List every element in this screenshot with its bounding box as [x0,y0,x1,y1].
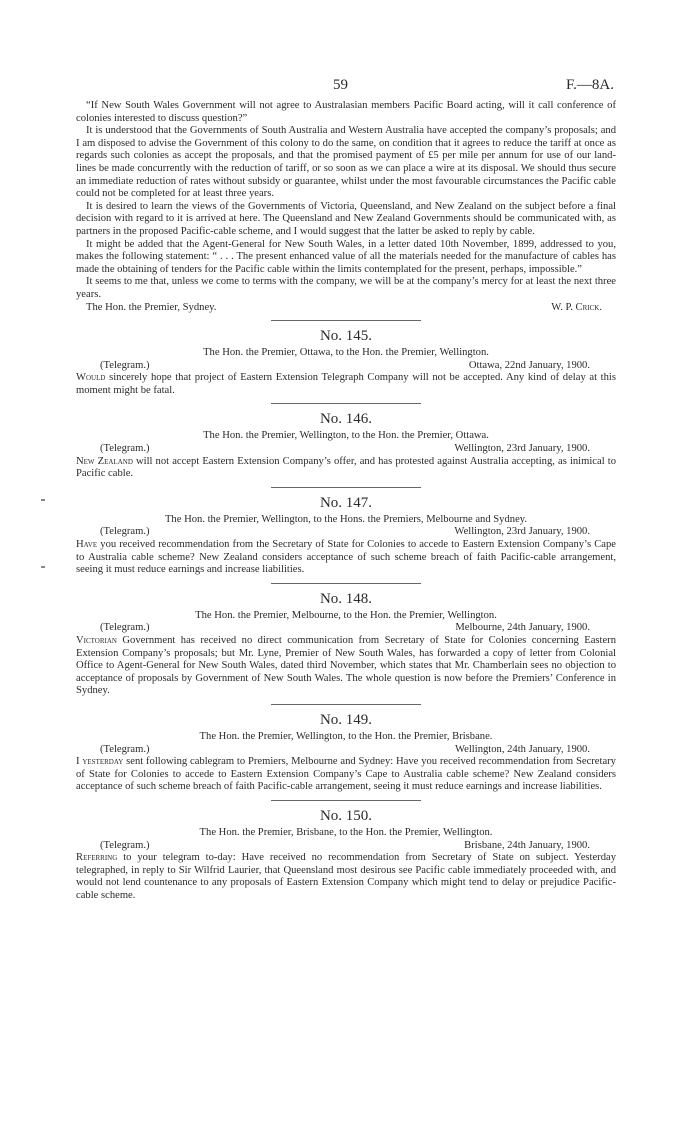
item-number: No. 150. [319,807,373,824]
telegram-body [76,539,616,577]
telegram-meta [76,744,616,757]
telegram-meta [76,360,616,373]
telegram-route: The Hon. the Premier, Wellington, to the Hon. the Premier, Brisbane. [199,730,493,742]
telegram-place-date: Wellington, 23rd January, 1900. [454,526,590,538]
section-divider [271,704,421,705]
intro-paragraph: It might be added that the Agent-General for New South Wales, in a letter dated 10th November, 1899, addressed to you, makes the following statement: “ . . . The present enhanced value of all the materials needed for the manufacture of cables has made the obtaining of tenders for the Pacific cable within the limits contemplated for the present, perhaps, impossible.” [76,238,616,275]
intro-paragraph: It is desired to learn the views of the Governments of Victoria, Queensland, and New Zealand on the subject before a final decision with regard to it is arrived at here. The Queensland and New Zealand Governments should be communicated with, as partners in the proposed Pacific-cable scheme, and I would suggest that the latter be asked to reply by cable. [76,200,616,237]
telegram-route: The Hon. the Premier, Melbourne, to the Hon. the Premier, Wellington. [195,609,497,621]
telegram-place-date: Melbourne, 24th January, 1900. [455,622,590,634]
item-number: No. 145. [319,328,373,345]
telegram-place-date: Brisbane, 24th January, 1900. [464,839,590,851]
telegram-147 [76,494,616,577]
telegram-body [76,852,616,902]
telegram-text: will not accept Eastern Extension Company’s offer, and has protested against Australia accepting, as inimical to Pacific cable. [76,455,616,480]
telegram-149 [76,711,616,794]
telegram-route: The Hon. the Premier, Wellington, to the Hon. the Premier, Ottawa. [203,430,489,442]
telegram-place-date: Ottawa, 22nd January, 1900. [468,359,590,371]
telegram-text: sent following cablegram to Premiers, Melbourne and Sydney: Have you received recommendation from Secretary of State for Colonies to accede to Eastern Extension Company’s Cape to Australia cable scheme? New Zealand considers acceptance of such scheme breach of faith Pacific-cable arrangement, seeing it must reduce earnings and increase liabilities. [76,756,616,793]
intro-paragraph: “If New South Wales Government will not agree to Australasian members Pacific Board acting, will it call conference of colonies interested to discuss question?” [76,100,616,124]
telegram-lead: I yesterday [76,756,124,768]
telegram-text: to your telegram to-day: Have received no recommendation from Secretary of State on subject. Yesterday telegraphed, in reply to Sir Wilfrid Laurier, that Queensland most desirous see Pacific cable immediately proceeded with, and would not lend countenance to any proposals of Eastern Extension Company which might tend to delay or prejudice Pacific-cable scheme. [76,852,617,901]
intro-letter [76,100,616,314]
document-body [76,100,616,903]
signature: W. P. Crick. [551,301,602,313]
telegram-meta [76,526,616,539]
telegram-body [76,756,616,794]
telegram-lead: Would [76,372,106,384]
telegram-type: (Telegram.) [100,526,150,538]
telegram-meta [76,840,616,853]
item-number: No. 148. [319,590,373,607]
telegram-body [76,372,616,397]
addressee-signature-row [76,302,616,315]
telegram-text: you received recommendation from the Secretary of State for Colonies to accede to Eastern Extension Company’s Cape to Australia cable scheme? New Zealand considers acceptance of such scheme breach of faith Pacific-cable arrangement, seeing it must reduce earnings and increase liabilities. [76,539,616,576]
telegram-145 [76,327,616,397]
telegram-text: Government has received no direct communication from Secretary of State for Colonies concerning Eastern Extension Company’s proposals; but Mr. Lyne, Premier of New South Wales, has forwarded a copy of letter from Colonial Office to Agent-General for New South Wales, dated third November, which states that Mr. Chamberlain sees no objection to acceptance of proposals by Government of New South Wales. The whole question is now before the Premiers’ Conference in Sydney. [76,635,616,697]
section-divider [271,403,421,404]
section-divider [271,487,421,488]
page-header [0,79,700,95]
telegram-type: (Telegram.) [100,443,150,455]
section-divider [271,320,421,321]
section-divider [271,583,421,584]
item-number: No. 146. [319,411,373,428]
telegram-body [76,635,616,698]
telegram-150 [76,807,616,903]
telegram-type: (Telegram.) [100,839,150,851]
telegram-146 [76,410,616,480]
telegram-place-date: Wellington, 24th January, 1900. [455,743,590,755]
telegram-text: sincerely hope that project of Eastern Extension Telegraph Company will not be accepted. Any kind of delay at this moment might be fatal. [76,372,616,396]
section-divider [271,800,421,801]
addressee: The Hon. the Premier, Sydney. [86,301,217,313]
margin-mark [41,499,45,501]
item-number: No. 149. [319,711,373,728]
telegram-route: The Hon. the Premier, Ottawa, to the Hon. the Premier, Wellington. [203,347,489,359]
intro-paragraph: It seems to me that, unless we come to terms with the company, we will be at the company’s mercy for at least the next three years. [76,276,616,300]
telegram-lead: Have [76,539,98,551]
telegram-lead: Victorian [76,635,117,646]
telegram-type: (Telegram.) [100,743,150,755]
telegram-meta [76,622,616,635]
telegram-148 [76,590,616,698]
item-number: No. 147. [319,494,373,511]
telegram-type: (Telegram.) [100,359,150,371]
page-number: 59 [333,77,348,93]
telegram-place-date: Wellington, 23rd January, 1900. [454,443,590,455]
telegram-lead: New Zealand [76,455,133,467]
document-reference: F.—8A. [566,77,614,93]
telegram-lead: Referring [76,852,118,864]
telegram-route: The Hon. the Premier, Wellington, to the Hons. the Premiers, Melbourne and Sydney. [164,513,528,525]
telegram-route: The Hon. the Premier, Brisbane, to the Hon. the Premier, Wellington. [199,826,493,838]
margin-mark [41,566,45,568]
telegram-type: (Telegram.) [100,622,150,634]
intro-paragraph: It is understood that the Governments of South Australia and Western Australia have accepted the company’s proposals; and I am disposed to advise the Government of this colony to do the same, on condition that it agrees to reduce the tariff at once as regards such colonies as accept the proposals, and that the promised payment of £5 per mile per annum for use of our land-lines be made concurrently with the reduction of tariff, or so soon as we can place a wire at its disposal. We should thus secure an immediate reduction of rates without subsidy or guarantee, whilst under the most favourable circumstances the Pacific cable could not be completed for at least three years. [76,125,616,200]
telegram-meta [76,443,616,456]
telegram-body [76,456,616,481]
